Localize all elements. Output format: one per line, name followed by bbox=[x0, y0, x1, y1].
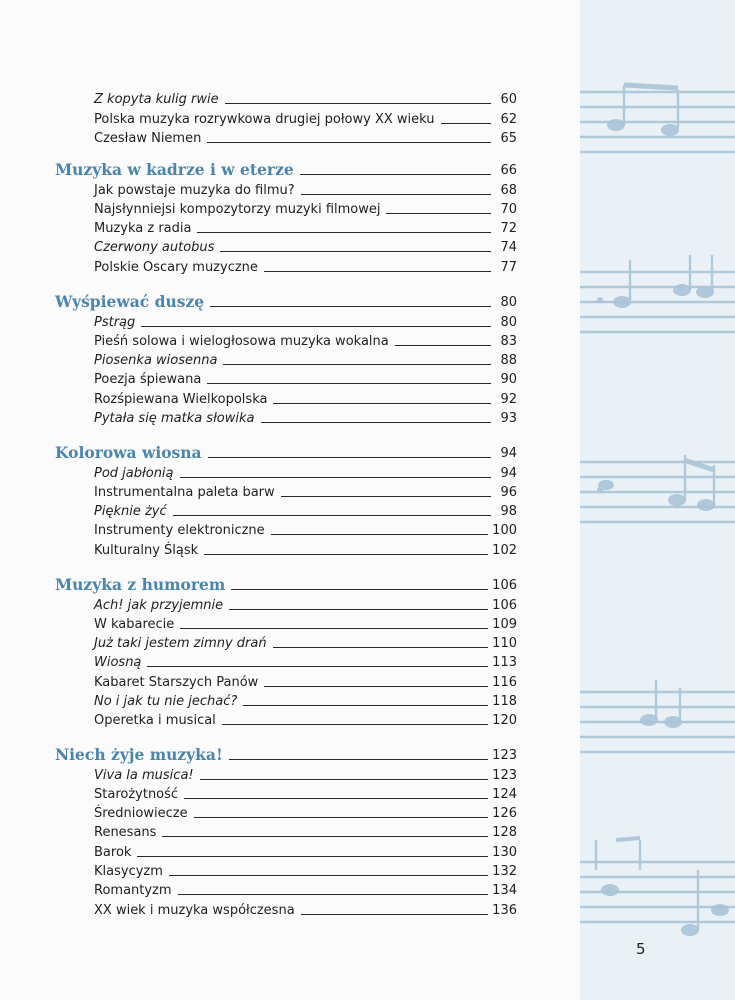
toc-item-page: 102 bbox=[492, 542, 517, 558]
toc-item-page: 68 bbox=[500, 182, 517, 198]
toc-item-title: No i jak tu nie jechać? bbox=[94, 694, 238, 710]
toc-item[interactable] bbox=[55, 633, 517, 652]
dot-leader bbox=[208, 457, 491, 458]
toc-item-page: 134 bbox=[492, 883, 517, 899]
toc-item[interactable] bbox=[55, 179, 517, 198]
dot-leader bbox=[220, 251, 491, 252]
toc-item-title: Instrumenty elektroniczne bbox=[94, 523, 265, 539]
toc-section-muzyka-w-kadrze bbox=[55, 160, 517, 276]
toc-lead-items bbox=[55, 89, 517, 147]
dot-leader bbox=[137, 856, 488, 857]
dot-leader bbox=[264, 686, 488, 687]
toc-item-page: 126 bbox=[492, 806, 517, 822]
toc-item-title: Średniowiecze bbox=[94, 806, 188, 822]
toc-item[interactable] bbox=[55, 501, 517, 520]
toc-item-page: 116 bbox=[492, 674, 517, 690]
dot-leader bbox=[273, 647, 489, 648]
toc-item-title: Czesław Niemen bbox=[94, 130, 202, 146]
toc-item[interactable] bbox=[55, 408, 517, 427]
toc-section-kolorowa-wiosna bbox=[55, 443, 517, 559]
toc-item-page: 113 bbox=[492, 655, 517, 671]
dot-leader bbox=[141, 326, 491, 327]
toc-item-page: 96 bbox=[500, 484, 517, 500]
section-title: Muzyka w kadrze i w eterze bbox=[55, 160, 294, 180]
toc-section-niech-zyje-muzyka bbox=[55, 745, 517, 919]
sheet-music-background-icon bbox=[580, 0, 735, 1000]
dot-leader bbox=[229, 759, 488, 760]
toc-item-page: 132 bbox=[492, 864, 517, 880]
toc-item[interactable] bbox=[55, 539, 517, 558]
dot-leader bbox=[271, 534, 489, 535]
dot-leader bbox=[204, 554, 488, 555]
toc-item-page: 118 bbox=[492, 694, 517, 710]
toc-item[interactable] bbox=[55, 388, 517, 407]
toc-item-page: 123 bbox=[492, 767, 517, 783]
toc-item-title: Piosenka wiosenna bbox=[94, 353, 218, 369]
toc-section-heading[interactable] bbox=[55, 575, 517, 594]
toc-item-page: 109 bbox=[492, 616, 517, 632]
dot-leader bbox=[300, 174, 491, 175]
toc-item-page: 83 bbox=[500, 333, 517, 349]
toc-item[interactable] bbox=[55, 369, 517, 388]
toc-item-title: Najsłynniejsi kompozytorzy muzyki filmowej bbox=[94, 201, 381, 217]
toc-item[interactable] bbox=[55, 482, 517, 501]
toc-section-heading[interactable] bbox=[55, 745, 517, 764]
dot-leader bbox=[261, 422, 492, 423]
toc-item-title: Rozśpiewana Wielkopolska bbox=[94, 391, 268, 407]
toc-item-title: W kabarecie bbox=[94, 616, 175, 632]
dot-leader bbox=[229, 609, 488, 610]
dot-leader bbox=[180, 477, 491, 478]
toc-item-page: 72 bbox=[500, 221, 517, 237]
toc-item-page: 100 bbox=[492, 523, 517, 539]
dot-leader bbox=[197, 232, 491, 233]
toc-item[interactable] bbox=[55, 594, 517, 613]
toc-item-page: 124 bbox=[492, 786, 517, 802]
dot-leader bbox=[162, 836, 488, 837]
dot-leader bbox=[222, 724, 488, 725]
toc-item-title: Pytała się matka słowika bbox=[94, 411, 255, 427]
toc-item-title: Pięknie żyć bbox=[94, 504, 167, 520]
toc-item-page: 65 bbox=[500, 130, 517, 146]
dot-leader bbox=[243, 705, 488, 706]
toc-item[interactable] bbox=[55, 311, 517, 330]
dot-leader bbox=[180, 628, 488, 629]
dot-leader bbox=[223, 364, 491, 365]
toc-item[interactable] bbox=[55, 784, 517, 803]
toc-item-page: 90 bbox=[500, 372, 517, 388]
page-number: 5 bbox=[636, 940, 646, 958]
toc-item-title: Wiosną bbox=[94, 655, 142, 671]
dot-leader bbox=[210, 306, 491, 307]
toc-item[interactable] bbox=[55, 256, 517, 275]
toc-item-title: Klasycyzm bbox=[94, 864, 163, 880]
toc-item[interactable] bbox=[55, 462, 517, 481]
toc-item[interactable] bbox=[55, 614, 517, 633]
dot-leader bbox=[207, 383, 491, 384]
dot-leader bbox=[441, 123, 492, 124]
toc-item-page: 60 bbox=[500, 92, 517, 108]
toc-item-page: 62 bbox=[500, 111, 517, 127]
toc-item[interactable] bbox=[55, 764, 517, 783]
toc-item-page: 98 bbox=[500, 504, 517, 520]
toc-item-title: Instrumentalna paleta barw bbox=[94, 484, 275, 500]
toc-item-page: 74 bbox=[500, 240, 517, 256]
toc-item-title: Barok bbox=[94, 844, 132, 860]
toc-item-title: Czerwony autobus bbox=[94, 240, 215, 256]
toc-item-title: Ach! jak przyjemnie bbox=[94, 597, 224, 613]
toc-item[interactable] bbox=[55, 691, 517, 710]
toc-item[interactable] bbox=[55, 803, 517, 822]
toc-item[interactable] bbox=[55, 237, 517, 256]
toc-item[interactable] bbox=[55, 652, 517, 671]
toc-item[interactable] bbox=[55, 89, 517, 108]
dot-leader bbox=[386, 213, 491, 214]
toc-item-page: 136 bbox=[492, 902, 517, 918]
section-page: 123 bbox=[492, 748, 517, 764]
toc-item-page: 94 bbox=[500, 465, 517, 481]
toc-item-page: 88 bbox=[500, 353, 517, 369]
dot-leader bbox=[173, 515, 491, 516]
dot-leader bbox=[225, 103, 491, 104]
toc-item-title: Kulturalny Śląsk bbox=[94, 542, 199, 558]
dot-leader bbox=[301, 914, 489, 915]
toc-item-title: Kabaret Starszych Panów bbox=[94, 674, 259, 690]
dot-leader bbox=[231, 589, 488, 590]
toc-item[interactable] bbox=[55, 350, 517, 369]
toc-item-title: Romantyzm bbox=[94, 883, 172, 899]
dot-leader bbox=[200, 779, 489, 780]
toc-item-title: Starożytność bbox=[94, 786, 179, 802]
toc-item[interactable] bbox=[55, 671, 517, 690]
toc-item[interactable] bbox=[55, 861, 517, 880]
toc-section-heading[interactable] bbox=[55, 443, 517, 462]
toc-item[interactable] bbox=[55, 710, 517, 729]
toc-item-title: Polska muzyka rozrywkowa drugiej połowy XX wieku bbox=[94, 111, 435, 127]
toc-item-title: Pstrąg bbox=[94, 314, 136, 330]
section-page: 66 bbox=[500, 163, 517, 179]
dot-leader bbox=[301, 194, 491, 195]
toc-item[interactable] bbox=[55, 128, 517, 147]
dot-leader bbox=[147, 666, 488, 667]
toc-section-wyspiewac-dusze bbox=[55, 292, 517, 427]
section-title: Wyśpiewać duszę bbox=[55, 292, 205, 312]
toc-item-page: 70 bbox=[500, 201, 517, 217]
dot-leader bbox=[395, 345, 491, 346]
toc-item-title: Jak powstaje muzyka do filmu? bbox=[94, 182, 295, 198]
toc-item-title: Już taki jestem zimny drań bbox=[94, 636, 267, 652]
dot-leader bbox=[178, 894, 489, 895]
dot-leader bbox=[281, 496, 491, 497]
toc-item-page: 128 bbox=[492, 825, 517, 841]
toc-item[interactable] bbox=[55, 822, 517, 841]
dot-leader bbox=[169, 875, 488, 876]
toc-item-title: Renesans bbox=[94, 825, 157, 841]
toc-item-title: Muzyka z radia bbox=[94, 221, 192, 237]
toc-section-heading[interactable] bbox=[55, 160, 517, 179]
toc-item-page: 110 bbox=[492, 636, 517, 652]
toc-item-page: 120 bbox=[492, 713, 517, 729]
toc-item[interactable] bbox=[55, 108, 517, 127]
toc-item[interactable] bbox=[55, 841, 517, 860]
section-page: 106 bbox=[492, 578, 517, 594]
section-title: Muzyka z humorem bbox=[55, 575, 226, 595]
toc-item-page: 80 bbox=[500, 314, 517, 330]
section-page: 80 bbox=[500, 295, 517, 311]
dot-leader bbox=[264, 271, 491, 272]
toc-section-muzyka-z-humorem bbox=[55, 575, 517, 729]
toc-item-page: 92 bbox=[500, 391, 517, 407]
section-page: 94 bbox=[500, 446, 517, 462]
toc-section-heading[interactable] bbox=[55, 292, 517, 311]
toc-item-page: 106 bbox=[492, 597, 517, 613]
toc-item-page: 77 bbox=[500, 259, 517, 275]
sheet-music-icon bbox=[580, 0, 735, 1000]
toc-item-title: Polskie Oscary muzyczne bbox=[94, 259, 258, 275]
toc-item-title: Operetka i musical bbox=[94, 713, 216, 729]
toc-item[interactable] bbox=[55, 218, 517, 237]
toc-item-title: Z kopyta kulig rwie bbox=[94, 92, 219, 108]
toc-item-title: Viva la musica! bbox=[94, 767, 194, 783]
dot-leader bbox=[194, 817, 489, 818]
toc-item[interactable] bbox=[55, 199, 517, 218]
dot-leader bbox=[273, 403, 491, 404]
toc-item-title: Pod jabłonią bbox=[94, 465, 174, 481]
toc-item[interactable] bbox=[55, 899, 517, 918]
toc-item-title: XX wiek i muzyka współczesna bbox=[94, 902, 295, 918]
toc-item-page: 130 bbox=[492, 844, 517, 860]
dot-leader bbox=[207, 142, 491, 143]
toc-item-title: Poezja śpiewana bbox=[94, 372, 202, 388]
toc-item[interactable] bbox=[55, 520, 517, 539]
section-title: Niech żyje muzyka! bbox=[55, 745, 223, 765]
toc-item-page: 93 bbox=[500, 411, 517, 427]
toc-item-title: Pieśń solowa i wielogłosowa muzyka wokalna bbox=[94, 333, 389, 349]
toc-item[interactable] bbox=[55, 331, 517, 350]
toc-item[interactable] bbox=[55, 880, 517, 899]
dot-leader bbox=[184, 798, 488, 799]
section-title: Kolorowa wiosna bbox=[55, 443, 202, 463]
